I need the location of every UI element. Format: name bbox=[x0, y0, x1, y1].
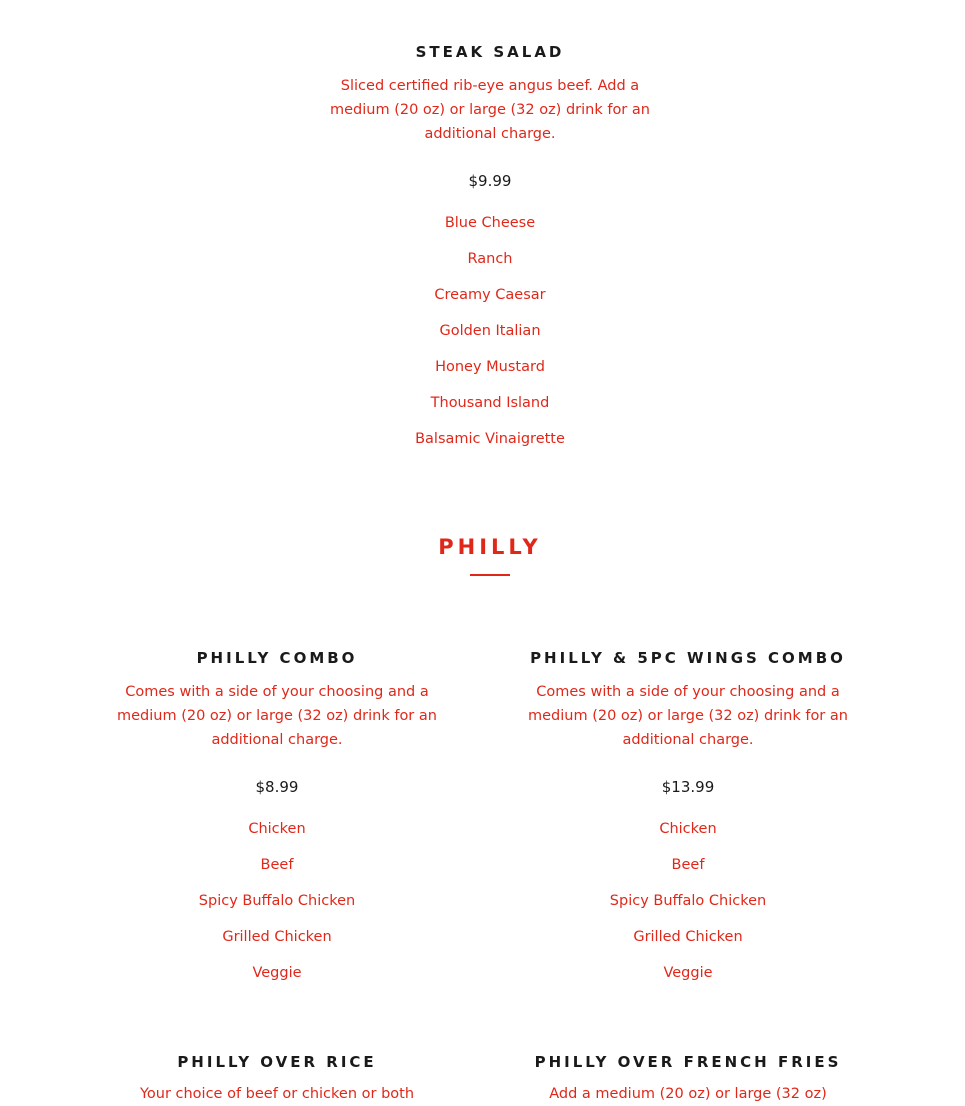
item-price: $9.99 bbox=[468, 172, 512, 190]
option-item[interactable]: Honey Mustard bbox=[435, 359, 545, 375]
option-item[interactable]: Spicy Buffalo Chicken bbox=[609, 893, 767, 909]
option-list bbox=[528, 819, 848, 999]
option-item[interactable]: Veggie bbox=[252, 965, 302, 981]
option-item[interactable]: Chicken bbox=[248, 821, 306, 837]
menu-item-philly-wings-combo bbox=[528, 648, 848, 999]
item-description: Your choice of beef or chicken or both bbox=[139, 1086, 415, 1102]
option-item[interactable]: Blue Cheese bbox=[444, 215, 536, 231]
menu-item-philly-over-fries bbox=[508, 1052, 868, 1106]
option-item[interactable]: Golden Italian bbox=[439, 323, 541, 339]
option-item[interactable]: Balsamic Vinaigrette bbox=[415, 431, 565, 447]
item-title: STEAK SALAD bbox=[415, 43, 565, 61]
section-title-philly: PHILLY bbox=[438, 535, 542, 559]
item-description: Comes with a side of your choosing and a medium (20 oz) or large (32 oz) drink for an additional charge. bbox=[117, 684, 437, 748]
option-list bbox=[330, 213, 650, 465]
option-item[interactable]: Veggie bbox=[663, 965, 713, 981]
item-price: $13.99 bbox=[661, 778, 715, 796]
option-item[interactable]: Thousand Island bbox=[430, 395, 550, 411]
item-description: Add a medium (20 oz) or large (32 oz) bbox=[549, 1086, 827, 1102]
item-title: PHILLY COMBO bbox=[196, 649, 358, 667]
option-item[interactable]: Spicy Buffalo Chicken bbox=[198, 893, 356, 909]
section-divider bbox=[470, 574, 510, 576]
option-item[interactable]: Beef bbox=[260, 857, 294, 873]
item-description: Sliced certified rib-eye angus beef. Add a medium (20 oz) or large (32 oz) drink for an additional charge. bbox=[330, 78, 650, 142]
item-price: $8.99 bbox=[255, 778, 299, 796]
option-item[interactable]: Creamy Caesar bbox=[434, 287, 546, 303]
option-item[interactable]: Chicken bbox=[659, 821, 717, 837]
item-title: PHILLY & 5PC WINGS COMBO bbox=[530, 649, 846, 667]
option-list bbox=[117, 819, 437, 999]
option-item[interactable]: Grilled Chicken bbox=[222, 929, 332, 945]
option-item[interactable]: Ranch bbox=[467, 251, 513, 267]
menu-item-philly-over-rice bbox=[97, 1052, 457, 1106]
item-description: Comes with a side of your choosing and a medium (20 oz) or large (32 oz) drink for an additional charge. bbox=[528, 684, 848, 748]
menu-item-steak-salad bbox=[330, 42, 650, 465]
option-item[interactable]: Grilled Chicken bbox=[633, 929, 743, 945]
option-item[interactable]: Beef bbox=[671, 857, 705, 873]
item-title: PHILLY OVER FRENCH FRIES bbox=[534, 1053, 842, 1071]
item-title: PHILLY OVER RICE bbox=[177, 1053, 377, 1071]
menu-item-philly-combo bbox=[117, 648, 437, 999]
